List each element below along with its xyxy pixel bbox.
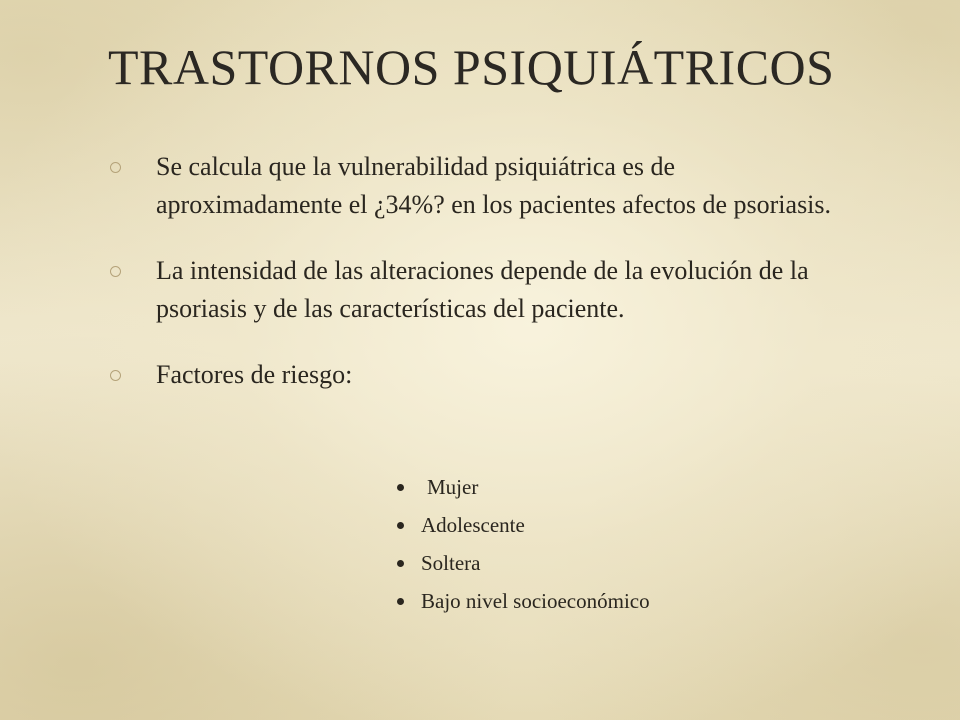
risk-factor-text: Adolescente [421, 513, 525, 537]
circle-bullet-icon [110, 162, 121, 173]
bullet-item [108, 356, 848, 394]
risk-factor-text: Mujer [427, 475, 479, 499]
bullet-item [108, 252, 848, 328]
bullet-item [108, 148, 848, 224]
circle-bullet-icon [110, 370, 121, 381]
risk-factor-item [397, 550, 650, 576]
risk-factor-list [397, 474, 650, 626]
risk-factor-item [397, 512, 650, 538]
risk-factor-text: Soltera [421, 551, 481, 575]
bullet-text: Se calcula que la vulnerabilidad psiquiátrica es de aproximadamente el ¿34%? en los pacientes afectos de psoriasis. [156, 152, 832, 219]
risk-factor-text: Bajo nivel socioeconómico [421, 589, 650, 613]
dot-bullet-icon [397, 484, 404, 491]
bullet-text: La intensidad de las alteraciones depende de la evolución de la psoriasis y de las características del paciente. [156, 256, 809, 323]
slide-title: TRASTORNOS PSIQUIÁTRICOS [108, 39, 835, 95]
risk-factor-item [397, 474, 650, 500]
dot-bullet-icon [397, 560, 404, 567]
dot-bullet-icon [397, 522, 404, 529]
risk-factor-item [397, 588, 650, 614]
bullet-list [108, 148, 848, 422]
circle-bullet-icon [110, 266, 121, 277]
dot-bullet-icon [397, 598, 404, 605]
bullet-text: Factores de riesgo: [156, 360, 353, 389]
